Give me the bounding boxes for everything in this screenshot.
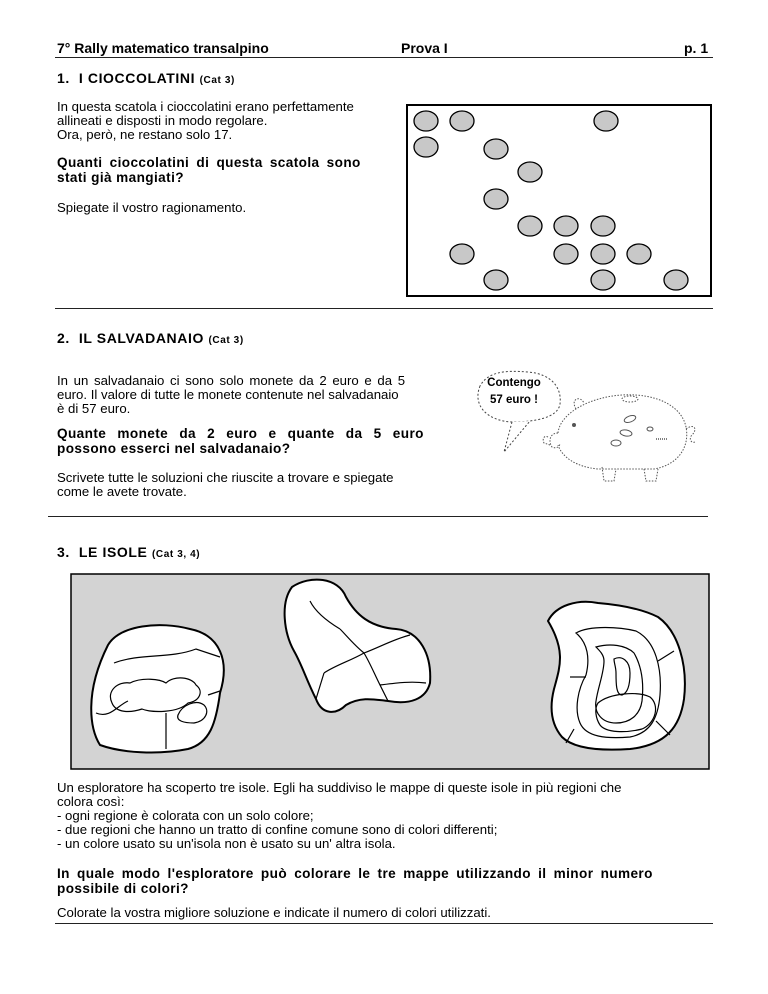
bottom-rule	[55, 923, 713, 924]
piggy-bank-illustration	[540, 385, 720, 485]
chocolate-box	[406, 104, 712, 298]
chocolate	[591, 270, 615, 290]
problem3-title: 3. LE ISOLE (Cat 3, 4)	[57, 544, 201, 560]
chocolate	[450, 244, 474, 264]
problem2-text: In un salvadanaio ci sono solo monete da 2 euro e da 5 euro. Il valore di tutte le monete contenute nel salvadanaio è di 57 euro.	[57, 373, 406, 416]
problem3-instruction: Colorate la vostra migliore soluzione e indicate il numero di colori utilizzati.	[57, 905, 491, 920]
chocolate	[414, 137, 438, 157]
problem2-question: Quante monete da 2 euro e quante da 5 euro possono esserci nel salvadanaio?	[57, 426, 424, 456]
chocolate	[554, 216, 578, 236]
header-title: 7° Rally matematico transalpino	[57, 40, 269, 56]
header-page: p. 1	[684, 40, 709, 56]
problem1-question: Quanti cioccolatini di questa scatola sono stati già mangiati?	[57, 155, 361, 185]
header-test: Prova I	[401, 40, 448, 56]
bubble-text: Contengo 57 euro !	[487, 377, 541, 406]
chocolate	[518, 162, 542, 182]
problem1-title: 1. I CIOCCOLATINI (Cat 3)	[57, 70, 235, 86]
section-rule-2	[48, 516, 708, 517]
chocolate	[414, 111, 438, 131]
problem2-instruction: Scrivete tutte le soluzioni che riuscite a trovare e spiegate come le avete trovate.	[57, 470, 394, 499]
problem3-text: Un esploratore ha scoperto tre isole. Egli ha suddiviso le mappe di queste isole in più regioni che colora così: - ogni regione è colorata con un solo colore; - due regioni che hanno un tratto di confine comune sono di colori differenti; - un colore usato su un'isola non è usato su un' altra isola.	[57, 780, 622, 851]
chocolate	[450, 111, 474, 131]
header-rule	[55, 57, 713, 58]
problem1-instruction: Spiegate il vostro ragionamento.	[57, 200, 247, 215]
section-rule-1	[55, 308, 713, 309]
problem3-question: In quale modo l'esploratore può colorare le tre mappe utilizzando il minor numero possibile di colori?	[57, 866, 653, 896]
chocolate	[484, 270, 508, 290]
chocolate	[554, 244, 578, 264]
problem1-text: In questa scatola i cioccolatini erano perfettamente allineati e disposti in modo regolare. Ora, però, ne restano solo 17.	[57, 99, 354, 142]
chocolate	[627, 244, 651, 264]
chocolate	[518, 216, 542, 236]
box-outline	[407, 105, 711, 296]
chocolate	[591, 244, 615, 264]
chocolate	[664, 270, 688, 290]
islands-map	[70, 573, 710, 770]
chocolate	[484, 189, 508, 209]
chocolate	[594, 111, 618, 131]
island-1	[91, 625, 224, 752]
chocolate	[484, 139, 508, 159]
problem2-title: 2. IL SALVADANAIO (Cat 3)	[57, 330, 244, 346]
chocolate	[591, 216, 615, 236]
